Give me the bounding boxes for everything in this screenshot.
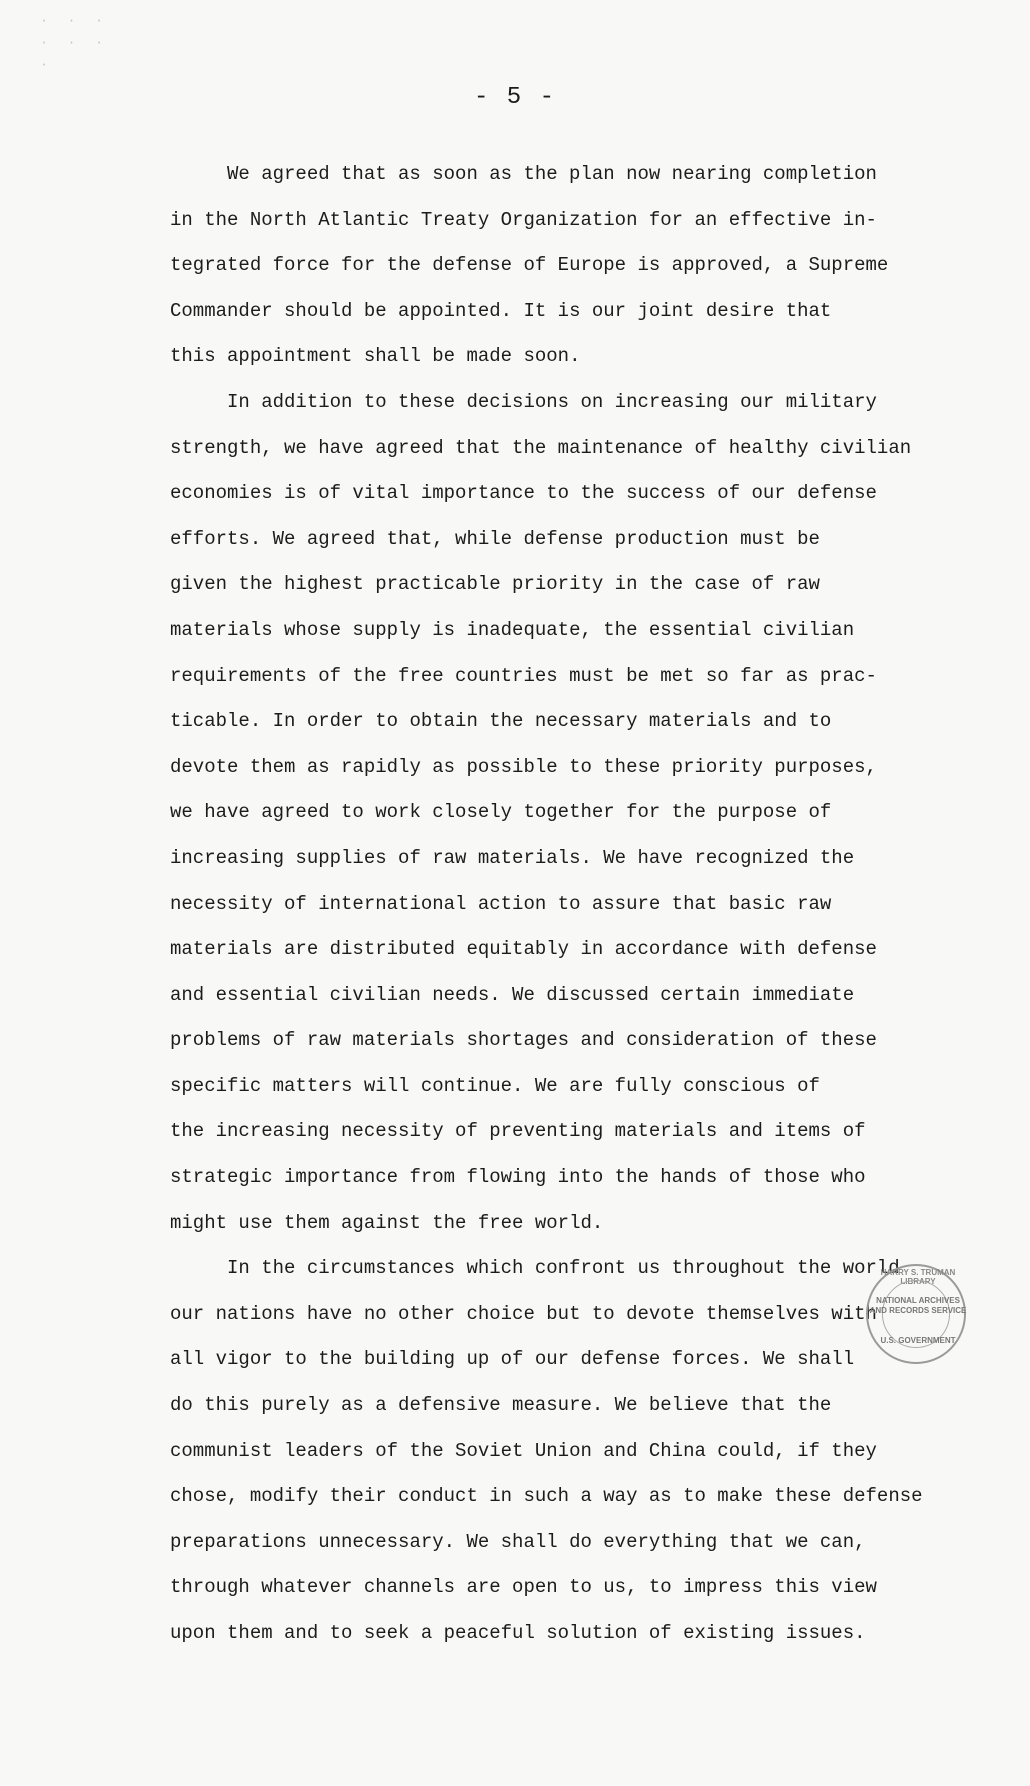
text-line: upon them and to seek a peaceful solution of existing issues. bbox=[170, 1622, 866, 1644]
text-line: problems of raw materials shortages and consideration of these bbox=[170, 1029, 877, 1052]
text-line: strategic importance from flowing into the hands of those who bbox=[170, 1166, 866, 1189]
text-line: all vigor to the building up of our defense forces. We shall bbox=[170, 1348, 855, 1371]
text-line: preparations unnecessary. We shall do everything that we can, bbox=[170, 1530, 866, 1553]
text-line: Commander should be appointed. It is our joint desire that bbox=[170, 299, 832, 322]
stamp-ring-text: HARRY S. TRUMAN LIBRARY bbox=[880, 1268, 956, 1286]
text-line: ticable. In order to obtain the necessary materials and to bbox=[170, 710, 832, 733]
text-line: given the highest practicable priority in the case of raw bbox=[170, 573, 820, 596]
text-line: efforts. We agreed that, while defense production must be bbox=[170, 527, 820, 550]
text-line: materials are distributed equitably in accordance with defense bbox=[170, 938, 877, 961]
text-line: strength, we have agreed that the maintenance of healthy civilian bbox=[170, 436, 912, 459]
stamp-bottom-text: U.S. GOVERNMENT bbox=[880, 1336, 956, 1345]
text-line: requirements of the free countries must be met so far as prac- bbox=[170, 664, 877, 687]
faint-corner-marks: · · · · · · · bbox=[40, 13, 110, 72]
text-line: In the circumstances which confront us throughout the world bbox=[227, 1257, 900, 1280]
text-line: we have agreed to work closely together for the purpose of bbox=[170, 801, 832, 824]
stamp-center-text: NATIONAL ARCHIVES AND RECORDS SERVICE bbox=[869, 1296, 967, 1315]
text-line: materials whose supply is inadequate, the essential civilian bbox=[170, 618, 855, 641]
text-line: devote them as rapidly as possible to these priority purposes, bbox=[170, 755, 877, 778]
text-line: increasing supplies of raw materials. We have recognized the bbox=[170, 846, 855, 869]
page-number: - 5 - bbox=[473, 84, 556, 111]
text-line: economies is of vital importance to the success of our defense bbox=[170, 482, 877, 505]
text-line: in the North Atlantic Treaty Organization for an effective in- bbox=[170, 208, 877, 231]
text-line: tegrated force for the defense of Europe is approved, a Supreme bbox=[170, 254, 889, 277]
text-line: our nations have no other choice but to devote themselves with bbox=[170, 1302, 877, 1325]
text-line: We agreed that as soon as the plan now nearing completion bbox=[227, 163, 877, 185]
text-line: specific matters will continue. We are fully conscious of bbox=[170, 1074, 820, 1097]
text-line: and essential civilian needs. We discussed certain immediate bbox=[170, 983, 855, 1006]
text-line: do this purely as a defensive measure. We believe that the bbox=[170, 1394, 832, 1417]
text-line: necessity of international action to assure that basic raw bbox=[170, 892, 832, 915]
text-line: chose, modify their conduct in such a way as to make these defense bbox=[170, 1485, 923, 1508]
paragraph-2 bbox=[170, 380, 912, 1246]
text-line: the increasing necessity of preventing materials and items of bbox=[170, 1120, 866, 1143]
text-line: through whatever channels are open to us, to impress this view bbox=[170, 1576, 877, 1599]
archive-stamp bbox=[866, 1264, 966, 1364]
text-line: communist leaders of the Soviet Union and China could, if they bbox=[170, 1439, 877, 1462]
text-line: this appointment shall be made soon. bbox=[170, 345, 581, 368]
paragraph-1 bbox=[170, 152, 890, 380]
text-line: In addition to these decisions on increasing our military bbox=[227, 390, 877, 413]
text-line: might use them against the free world. bbox=[170, 1211, 604, 1234]
